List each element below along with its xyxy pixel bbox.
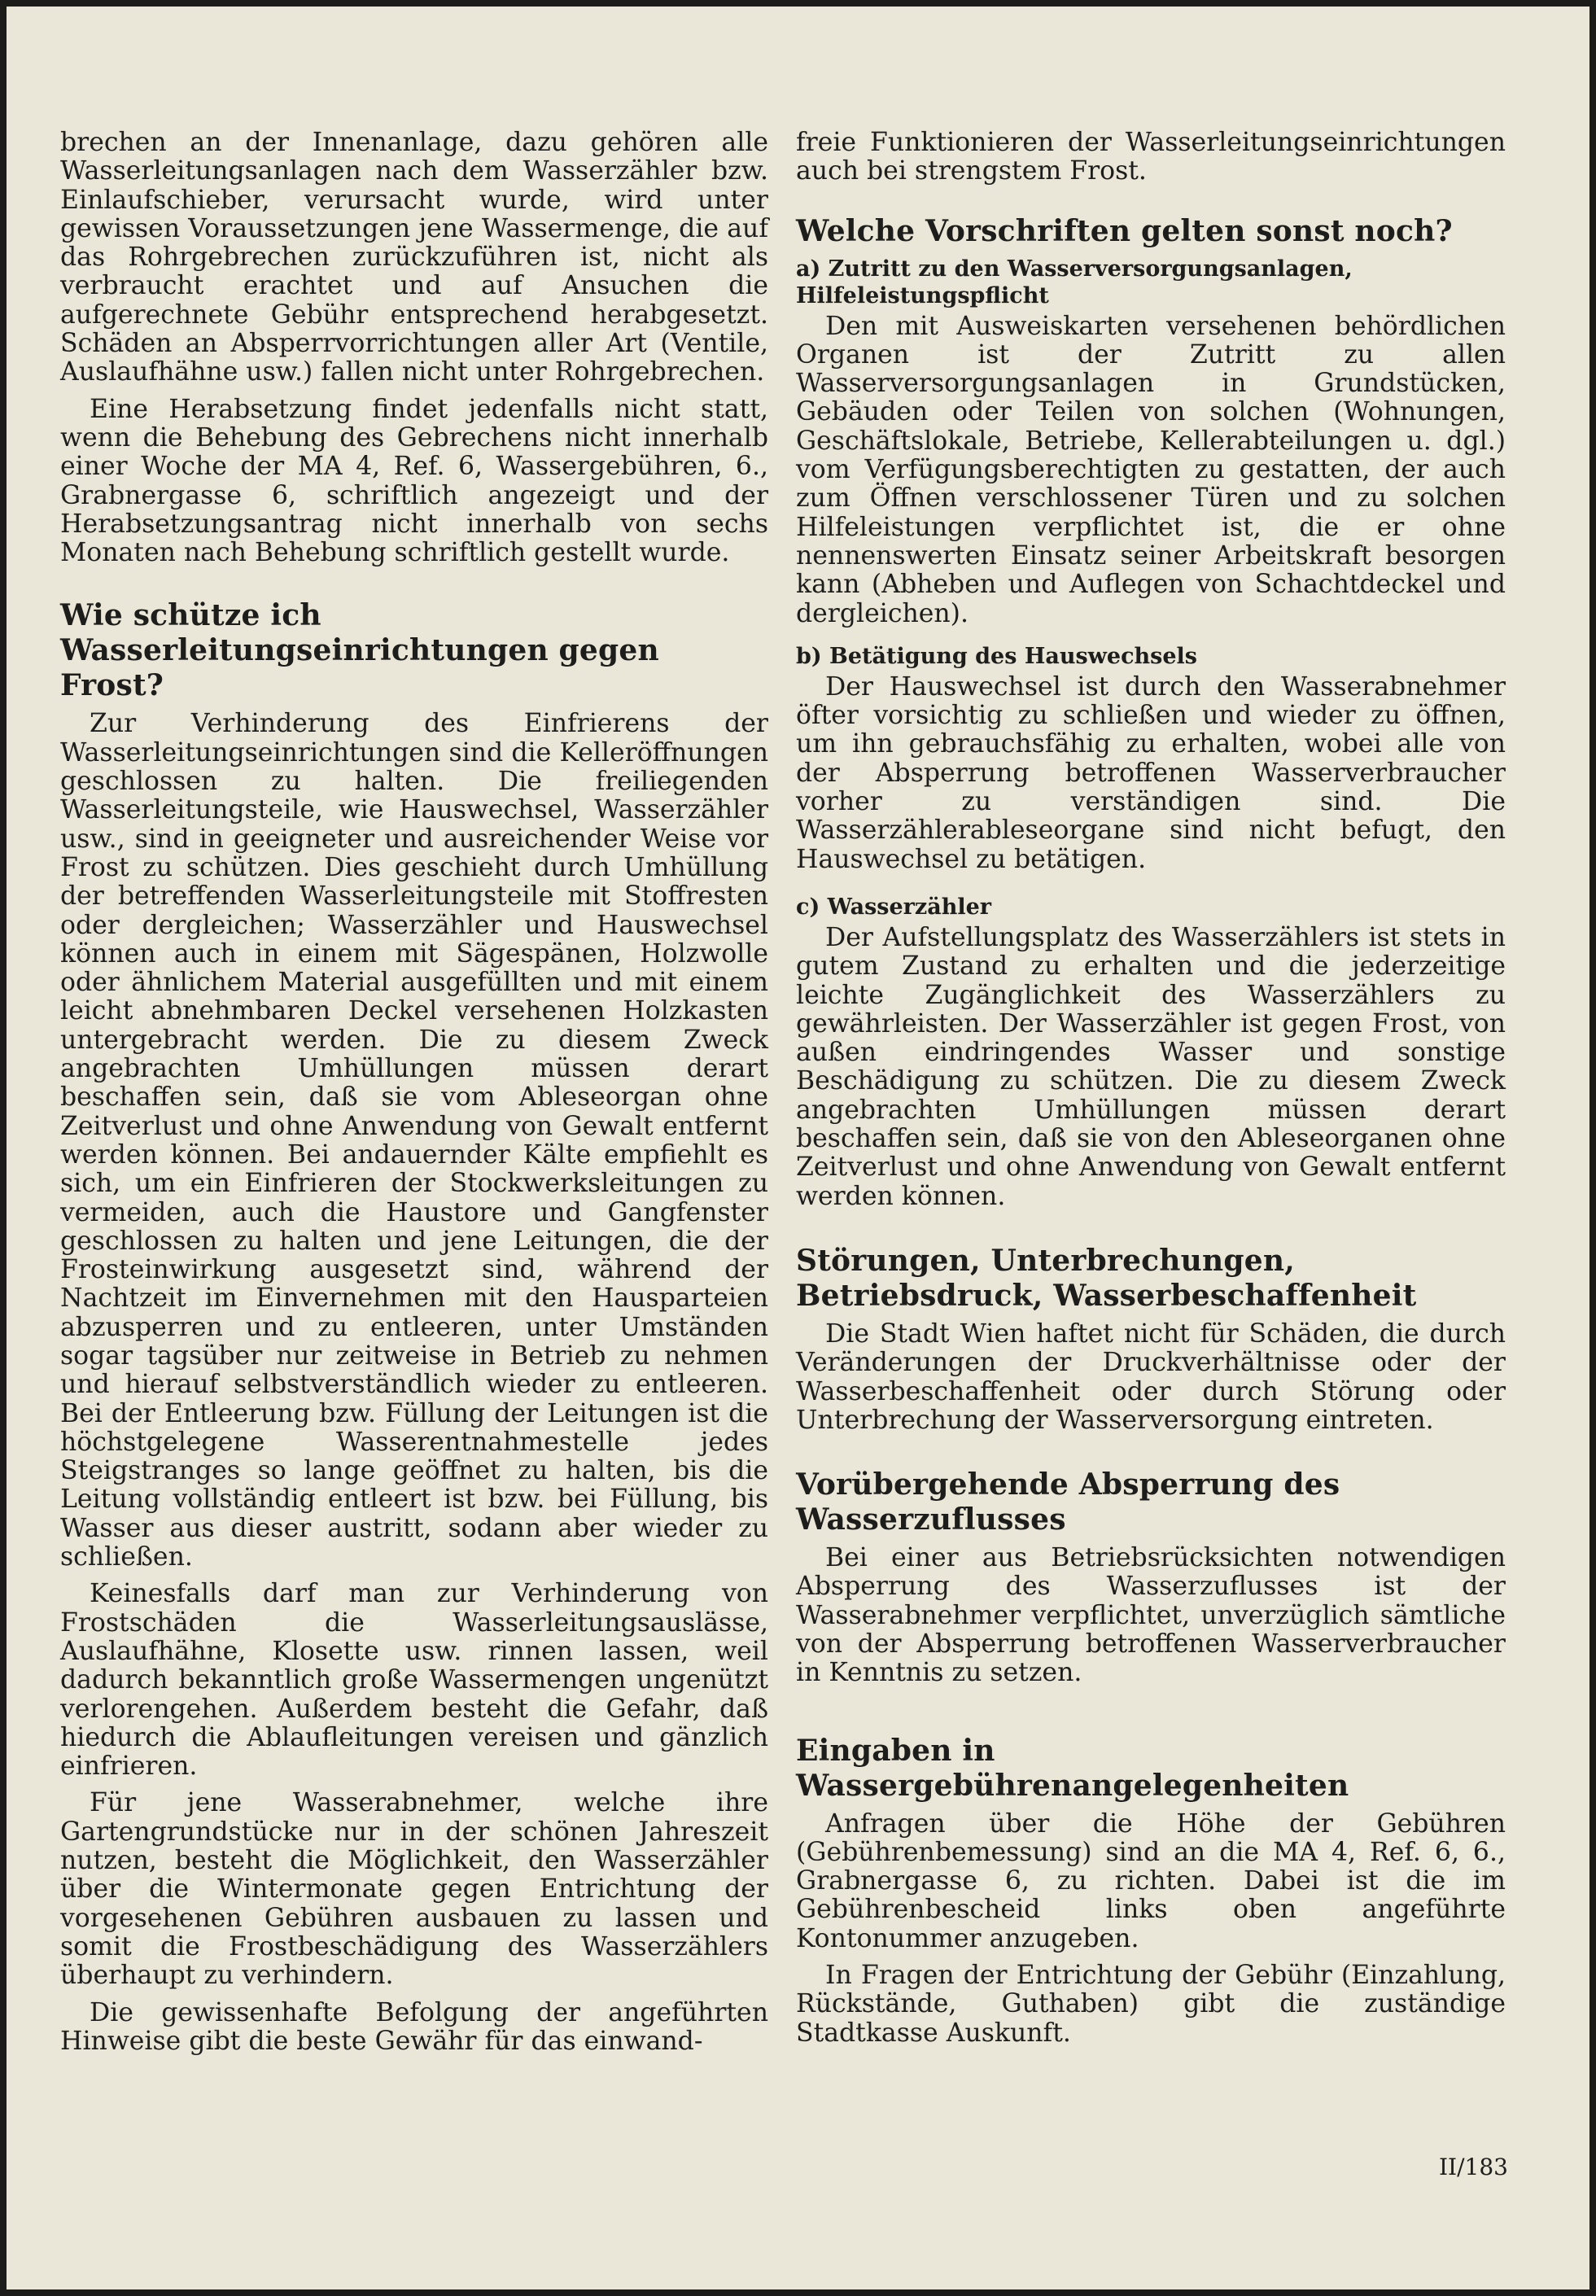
paragraph-frost-3: Für jene Wasserabnehmer, welche ihre Gartengrundstücke nur in der schönen Jahreszeit nutzen, besteht die Möglichkeit, den Wasserzähler über die Wintermonate gegen Entrichtung der vorgesehenen Gebühren ausbauen zu lassen und somit die Frostbeschädigung des Wasserzählers überhaupt zu verhindern. <box>60 1788 768 1991</box>
heading-eingaben: Eingaben in Wassergebührenangelegenheiten <box>796 1733 1349 1803</box>
paragraph-hauswechsel: Der Hauswechsel ist durch den Wasserabnehmer öfter vorsichtig zu schließen und wieder zu öffnen, um ihn gebrauchsfähig zu erhalten, wobei alle von der Absperrung betroffenen Wasserverbraucher vorher zu verständigen sind. Die Wasserzählerableseorgane sind nicht befugt, den Hauswechsel zu betätigen. <box>796 671 1506 874</box>
paragraph-frost-1: Zur Verhinderung des Einfrierens der Wasserleitungseinrichtungen sind die Kelleröffnungen geschlossen zu halten. Die freiliegenden Wasserleitungsteile, wie Hauswechsel, Wasserzähler usw., sind in geeigneter und ausreichender Weise vor Frost zu schützen. Dies geschieht durch Umhüllung der betreffenden Wasserleitungsteile mit Stoffresten oder dergleichen; Wasserzähler und Hauswechsel können auch in einem mit Sägespänen, Holzwolle oder ähnlichem Material ausgefüllten und mit einem leicht abnehmbaren Deckel versehenen Holzkasten untergebracht werden. Die zu diesem Zweck angebrachten Umhüllungen müssen derart beschaffen sein, daß sie vom Ableseorgan ohne Zeitverlust und ohne Anwendung von Gewalt entfernt werden können. Bei andauernder Kälte empfiehlt es sich, um ein Einfrieren der Stockwerksleitungen zu vermeiden, auch die Haustore und Gangfenster geschlossen zu halten und jene Leitungen, die der Frosteinwirkung ausgesetzt sind, während der Nachtzeit im Einvernehmen mit den Hausparteien abzusperren und zu entleeren, unter Umständen sogar tagsüber nur zeitweise in Betrieb zu nehmen und hierauf selbstverständlich wieder zu entleeren. Bei der Entleerung bzw. Füllung der Leitungen ist die höchstgelegene Wasserentnahmestelle jedes Steigstranges so lange geöffnet zu halten, bis die Leitung vollständig entleert ist bzw. bei Füllung, bis Wasser aus dieser austritt, sodann aber wieder zu schließen. <box>60 709 768 1572</box>
paragraph-frost-continued: freie Funktionieren der Wasserleitungseinrichtungen auch bei strengstem Frost. <box>796 128 1506 186</box>
page-number: II/183 <box>1439 2154 1508 2180</box>
paragraph-herabsetzung: Eine Herabsetzung findet jedenfalls nicht statt, wenn die Behebung des Gebrechens nicht innerhalb einer Woche der MA 4, Ref. 6, Wassergebühren, 6., Grabnergasse 6, schriftlich angezeigt und der Herabsetzungsantrag nicht innerhalb von sechs Monaten nach Behebung schriftlich gestellt wurde. <box>60 394 768 568</box>
paragraph-eingaben-1: Anfragen über die Höhe der Gebühren (Gebührenbemessung) sind an die MA 4, Ref. 6, 6., Grabnergasse 6, zu richten. Dabei ist die im Gebührenbescheid links oben angeführte Kontonummer anzugeben. <box>796 1808 1506 1953</box>
subheading-wasserzaehler: c) Wasserzähler <box>796 894 992 920</box>
heading-vorschriften: Welche Vorschriften gelten sonst noch? <box>796 213 1453 248</box>
subheading-hauswechsel: b) Betätigung des Hauswechsels <box>796 643 1197 669</box>
heading-stoerungen: Störungen, Unterbrechungen, Betriebsdruck, Wasserbeschaffenheit <box>796 1243 1417 1313</box>
paragraph-frost-2: Keinesfalls darf man zur Verhinderung von Frostschäden die Wasserleitungsauslässe, Auslaufhähne, Klosette usw. rinnen lassen, weil dadurch bekanntlich große Wassermengen ungenützt verlorengehen. Außerdem besteht die Gefahr, daß hiedurch die Ablaufleitungen vereisen und gänzlich einfrieren. <box>60 1579 768 1782</box>
paragraph-rohrgebrechen: brechen an der Innenanlage, dazu gehören alle Wasserleitungsanlagen nach dem Wasserzähler bzw. Einlaufschieber, verursacht wurde, wird unter gewissen Voraussetzungen jene Wassermenge, die auf das Rohrgebrechen zurückzuführen ist, nicht als verbraucht erachtet und auf Ansuchen die aufgerechnete Gebühr entsprechend herabgesetzt. Schäden an Absperrvorrichtungen aller Art (Ventile, Auslaufhähne usw.) fallen nicht unter Rohrgebrechen. <box>60 128 768 387</box>
right-column <box>796 129 1506 2048</box>
document-page <box>7 7 1589 2289</box>
paragraph-frost-4: Die gewissenhafte Befolgung der angeführten Hinweise gibt die beste Gewähr für das einwand- <box>60 1997 768 2056</box>
heading-absperrung: Vorübergehende Absperrung des Wasserzuflusses <box>796 1467 1340 1537</box>
paragraph-zutritt: Den mit Ausweiskarten versehenen behördlichen Organen ist der Zutritt zu allen Wasserversorgungsanlagen in Grundstücken, Gebäuden oder Teilen von solchen (Wohnungen, Geschäftslokale, Betriebe, Kellerabteilungen u. dgl.) vom Verfügungsberechtigten zu gestatten, der auch zum Öffnen verschlossener Türen und zu solchen Hilfeleistungen verpflichtet ist, die er ohne nennenswerten Einsatz seiner Arbeitskraft besorgen kann (Abheben und Auflegen von Schachtdeckel und dergleichen). <box>796 311 1506 628</box>
subheading-zutritt: a) Zutritt zu den Wasserversorgungsanlagen, Hilfeleistungspflicht <box>796 256 1353 308</box>
heading-frost: Wie schütze ich Wasserleitungseinrichtungen gegen Frost? <box>60 598 659 703</box>
paragraph-stoerungen: Die Stadt Wien haftet nicht für Schäden, die durch Veränderungen der Druckverhältnisse oder der Wasserbeschaffenheit oder durch Störung oder Unterbrechung der Wasserversorgung eintreten. <box>796 1319 1506 1435</box>
paragraph-absperrung: Bei einer aus Betriebsrücksichten notwendigen Absperrung des Wasserzuflusses ist der Wasserabnehmer verpflichtet, unverzüglich sämtliche von der Absperrung betroffenen Wasserverbraucher in Kenntnis zu setzen. <box>796 1543 1506 1688</box>
paragraph-wasserzaehler: Der Aufstellungsplatz des Wasserzählers ist stets in gutem Zustand zu erhalten und die jederzeitige leichte Zugänglichkeit des Wasserzählers zu gewährleisten. Der Wasserzähler ist gegen Frost, von außen eindringendes Wasser und sonstige Beschädigung zu schützen. Die zu diesem Zweck angebrachten Umhüllungen müssen derart beschaffen sein, daß sie von den Ableseorganen ohne Zeitverlust und ohne Anwendung von Gewalt entfernt werden können. <box>796 922 1506 1211</box>
left-column <box>60 129 768 2056</box>
paragraph-eingaben-2: In Fragen der Entrichtung der Gebühr (Einzahlung, Rückstände, Guthaben) gibt die zuständige Stadtkasse Auskunft. <box>796 1961 1506 2048</box>
